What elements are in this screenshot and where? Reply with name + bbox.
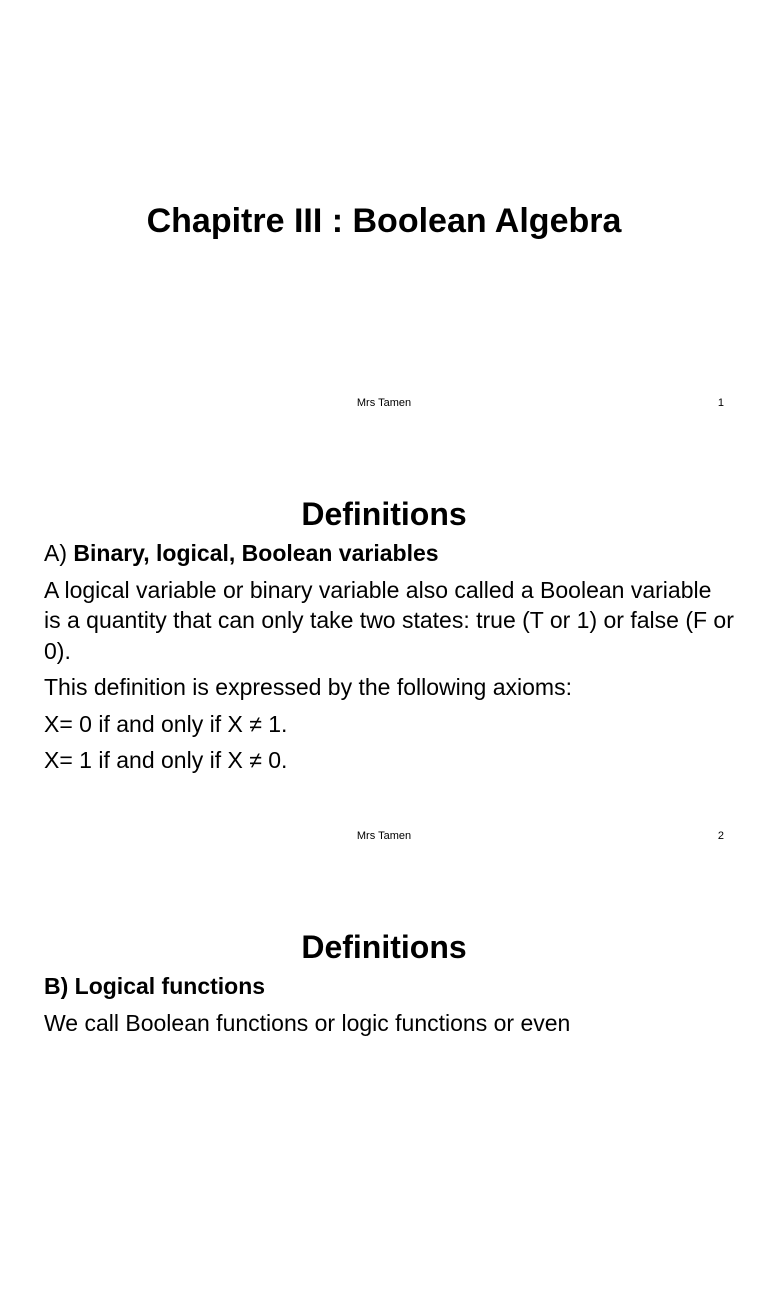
section-heading (44, 538, 734, 569)
slide-2 (0, 433, 768, 866)
page-number: 1 (717, 397, 724, 409)
slide-title: Chapitre III : Boolean Algebra (146, 201, 622, 240)
page-number: 2 (717, 830, 724, 842)
definition-paragraph: We call Boolean functions or logic functions or even (44, 1009, 571, 1036)
section-heading: B) Logical functions (44, 973, 266, 999)
slide-body (44, 538, 734, 782)
axiom-1: X= 0 if and only if X ≠ 1. (44, 710, 288, 737)
heading-text: Binary, logical, Boolean variables (73, 540, 439, 566)
slide-title: Definitions (301, 495, 467, 532)
axioms-intro: This definition is expressed by the following axioms: (44, 674, 572, 700)
slide-body (44, 971, 734, 1044)
slide-3 (0, 866, 768, 1299)
footer-author: Mrs Tamen (356, 830, 412, 842)
slide-title: Definitions (301, 928, 467, 965)
axiom-2: X= 1 if and only if X ≠ 0. (44, 747, 288, 773)
footer-author: Mrs Tamen (356, 397, 412, 409)
slide-1 (0, 0, 768, 433)
definition-paragraph: A logical variable or binary variable also called a Boolean variable is a quantity that can only take two states: true (T or 1) or false (F or 0). (44, 576, 734, 664)
heading-prefix: A) (44, 540, 67, 566)
